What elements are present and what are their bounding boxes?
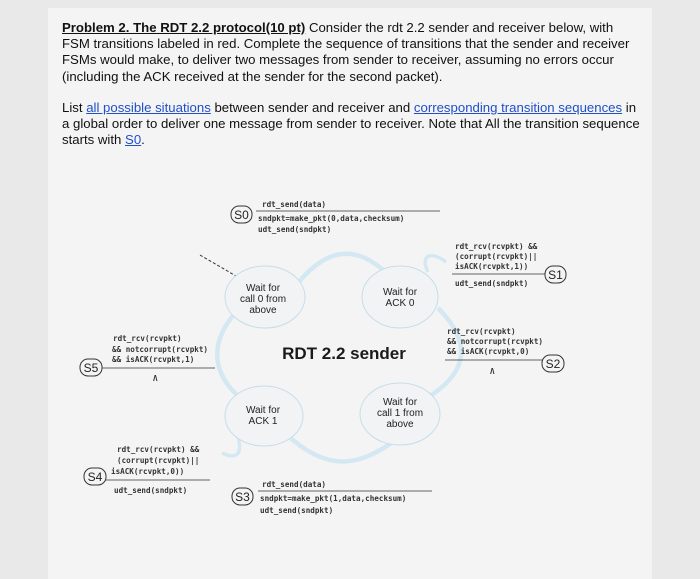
state-wait-call0 [225, 266, 305, 328]
state-wait-ack0 [362, 266, 438, 328]
state-wait-ack0-line1: Wait for [382, 287, 418, 298]
s0-action2: udt_send(sndpkt) [258, 225, 332, 234]
state-wait-call1-line2: call 1 from [376, 408, 424, 419]
s0-event: rdt_send(data) [262, 200, 327, 209]
s0-link: S0 [125, 132, 142, 148]
s3-action1: sndpkt=make_pkt(1,data,checksum) [260, 494, 407, 503]
s4-event2: (corrupt(rcvpkt)|| [117, 456, 200, 465]
transition-s2 [445, 327, 564, 376]
instruction-end: . [141, 132, 145, 148]
initial-arrow [200, 255, 236, 276]
state-wait-call1 [360, 383, 440, 445]
label-s5: S5 [83, 361, 99, 375]
state-wait-call0-line3: above [249, 305, 277, 316]
transition-s1 [452, 242, 566, 288]
label-s0: S0 [234, 208, 249, 222]
transition-s0 [231, 200, 440, 234]
s4-event3: isACK(rcvpkt,0)) [111, 467, 185, 476]
s1-event1: rdt_rcv(rcvpkt) && [455, 242, 538, 251]
s3-event: rdt_send(data) [262, 480, 327, 489]
transition-s5 [80, 334, 215, 383]
transition-s4 [84, 445, 210, 495]
s1-action: udt_send(sndpkt) [455, 279, 529, 288]
state-wait-call1-line1: Wait for [382, 397, 418, 408]
label-s4: S4 [87, 470, 103, 484]
s2-action: Λ [490, 367, 495, 376]
state-wait-call0-line2: call 0 from [239, 294, 287, 305]
state-wait-ack0-line2: ACK 0 [385, 298, 415, 309]
s1-event2: (corrupt(rcvpkt)|| [455, 252, 538, 261]
all-possible-situations-link: all possible situations [86, 100, 211, 115]
state-wait-ack1-line2: ACK 1 [248, 416, 278, 427]
label-s3: S3 [235, 490, 250, 504]
s5-event2: && notcorrupt(rcvpkt) [112, 345, 209, 354]
instruction-text-b: between sender and receiver and [210, 100, 414, 115]
state-wait-ack1-line1: Wait for [245, 405, 281, 416]
transition-s3 [232, 480, 432, 515]
instruction-text-a: List [62, 100, 87, 115]
transition-sequences-link: corresponding transition sequences [413, 100, 623, 115]
instruction-text-c: in a global order to deliver one message from sender to receiver. Note that All the transition sequence starts with [62, 100, 640, 148]
s2-event1: rdt_rcv(rcvpkt) [447, 327, 516, 336]
s2-event2: && notcorrupt(rcvpkt) [447, 337, 544, 346]
label-s2: S2 [545, 357, 561, 371]
s5-action: Λ [153, 374, 158, 383]
label-s1: S1 [548, 268, 563, 282]
self-loop-s1 [425, 256, 446, 272]
problem-heading: Problem 2. The RDT 2.2 protocol(10 pt) [62, 20, 306, 35]
state-wait-ack1 [225, 386, 303, 446]
problem-text: Consider the rdt 2.2 sender and receiver below, with FSM transitions labeled in red. Complete the sequence of transitions that the sender and receiver FSMs would make, to deliver two messages from sender to receiver, assuming no errors occur (including the ACK received at the sender for the second packet). [62, 20, 630, 84]
s1-event3: isACK(rcvpkt,1)) [455, 262, 529, 271]
s5-event1: rdt_rcv(rcvpkt) [113, 334, 182, 343]
arc-left [217, 308, 240, 396]
s2-event3: && isACK(rcvpkt,0) [447, 347, 530, 356]
s4-event1: rdt_rcv(rcvpkt) && [117, 445, 200, 454]
s0-action1: sndpkt=make_pkt(0,data,checksum) [258, 214, 405, 223]
s3-action2: udt_send(sndpkt) [260, 506, 334, 515]
diagram-title: RDT 2.2 sender [282, 344, 406, 363]
s4-action: udt_send(sndpkt) [114, 486, 188, 495]
state-wait-call0-line1: Wait for [245, 283, 281, 294]
s5-event3: && isACK(rcvpkt,1) [112, 355, 195, 364]
state-wait-call1-line3: above [386, 419, 414, 430]
